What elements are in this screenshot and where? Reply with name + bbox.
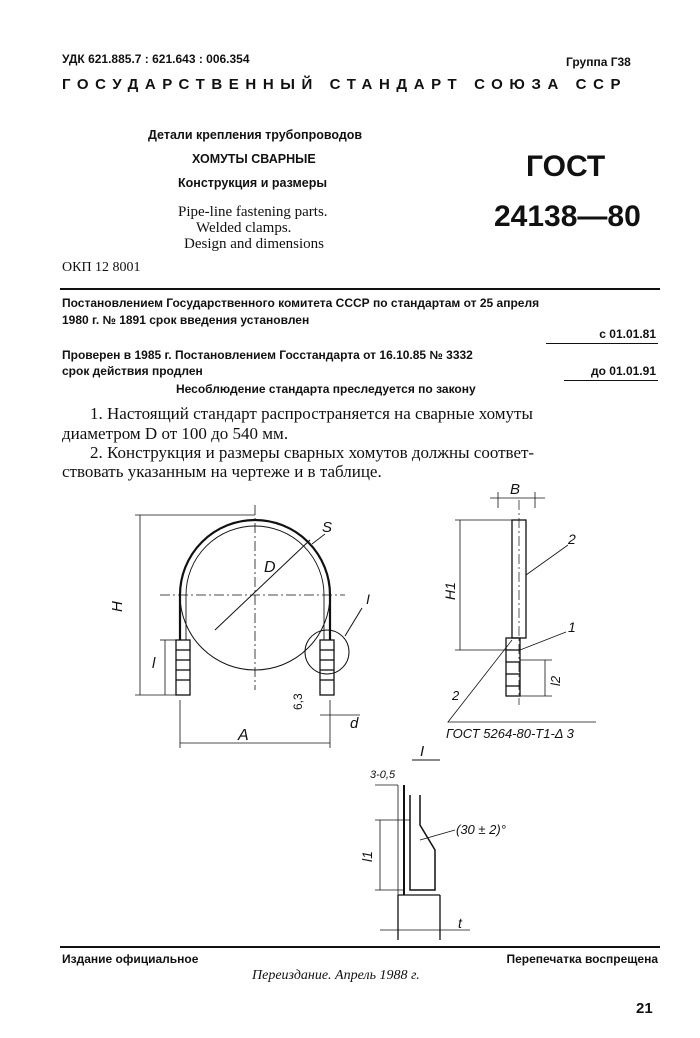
label-angle: (30 ± 2)° <box>456 822 506 837</box>
label-B: B <box>510 481 521 498</box>
footer-official: Издание официальное <box>62 952 199 966</box>
label-l: l <box>152 655 156 672</box>
detail-stud <box>410 795 435 890</box>
footer-divider <box>60 946 660 948</box>
paragraph-1-line1: 1. Настоящий стандарт распространяется на сварные хомуты <box>90 404 533 423</box>
footer-no-reprint: Перепечатка воспрещена <box>506 952 658 966</box>
label-l1: l1 <box>359 851 375 862</box>
gost-label: ГОСТ <box>526 150 606 183</box>
effective-date-underline <box>546 343 658 344</box>
standard-title: ГОСУДАРСТВЕННЫЙ СТАНДАРТ СОЮЗА ССР <box>62 76 628 93</box>
title-ru-line1: Детали крепления трубопроводов <box>148 128 363 142</box>
clamp-side-view <box>448 492 596 722</box>
okp-code: ОКП 12 8001 <box>62 260 141 275</box>
paragraph-2-line2: ствовать указанным на чертеже и в таблице. <box>62 462 382 481</box>
footer-reissue: Переиздание. Апрель 1988 г. <box>252 968 420 983</box>
label-t: t <box>458 915 462 931</box>
paragraph-1-line2: диаметром D от 100 до 540 мм. <box>62 424 289 443</box>
detail-circle-I <box>305 630 349 674</box>
title-en-line2: Welded clamps. <box>196 220 292 236</box>
violation-notice: Несоблюдение стандарта преследуется по закону <box>176 382 476 396</box>
extended-date: до 01.01.91 <box>591 364 656 378</box>
title-ru-line2: ХОМУТЫ СВАРНЫЕ <box>192 152 316 166</box>
title-ru-line3: Конструкция и размеры <box>178 176 328 190</box>
label-detail-title: I <box>420 743 425 760</box>
side-stud <box>506 638 520 696</box>
label-H: H <box>109 601 126 612</box>
checked-line1: Проверен в 1985 г. Постановлением Госстандарта от 16.10.85 № 3332 <box>62 348 473 362</box>
weld-leader <box>448 640 596 722</box>
label-d: d <box>350 715 359 732</box>
diameter-line <box>215 540 310 630</box>
effective-date: с 01.01.81 <box>599 327 656 341</box>
label-D: D <box>264 559 276 576</box>
label-callout-2b: 2 <box>452 688 460 703</box>
detail-band <box>398 895 440 940</box>
right-stud <box>320 640 334 695</box>
label-6-3: 6,3 <box>291 693 305 710</box>
group-code: Группа Г38 <box>566 55 631 69</box>
extended-date-underline <box>564 380 658 381</box>
label-detail-I: I <box>366 591 370 607</box>
clamp-front-view <box>135 505 362 748</box>
paragraph-2-line1: 2. Конструкция и размеры сварных хомутов должны соответ- <box>90 443 535 462</box>
title-en-line3: Design and dimensions <box>184 236 324 252</box>
label-callout-1: 1 <box>568 619 576 635</box>
label-callout-2: 2 <box>568 531 576 547</box>
decree-line1: Постановлением Государственного комитета СССР по стандартам от 25 апреля <box>62 296 540 310</box>
checked-line2: срок действия продлен <box>62 364 203 378</box>
label-l2: l2 <box>548 675 563 686</box>
udk-code: УДК 621.885.7 : 621.643 : 006.354 <box>62 52 250 66</box>
label-A: A <box>238 727 249 744</box>
page-number: 21 <box>636 1000 653 1017</box>
technical-drawing <box>0 480 700 950</box>
detail-view <box>375 760 470 940</box>
gost-number: 24138—80 <box>494 200 641 233</box>
title-divider <box>60 288 660 290</box>
title-en-line1: Pipe-line fastening parts. <box>178 204 328 220</box>
decree-line2: 1980 г. № 1891 срок введения установлен <box>62 313 310 327</box>
label-gap: 3-0,5 <box>370 769 396 781</box>
left-stud <box>176 640 190 695</box>
label-H1: H1 <box>442 582 458 600</box>
label-weld-spec: ГОСТ 5264-80-Т1-Δ 3 <box>446 726 574 741</box>
label-S: S <box>322 519 333 536</box>
